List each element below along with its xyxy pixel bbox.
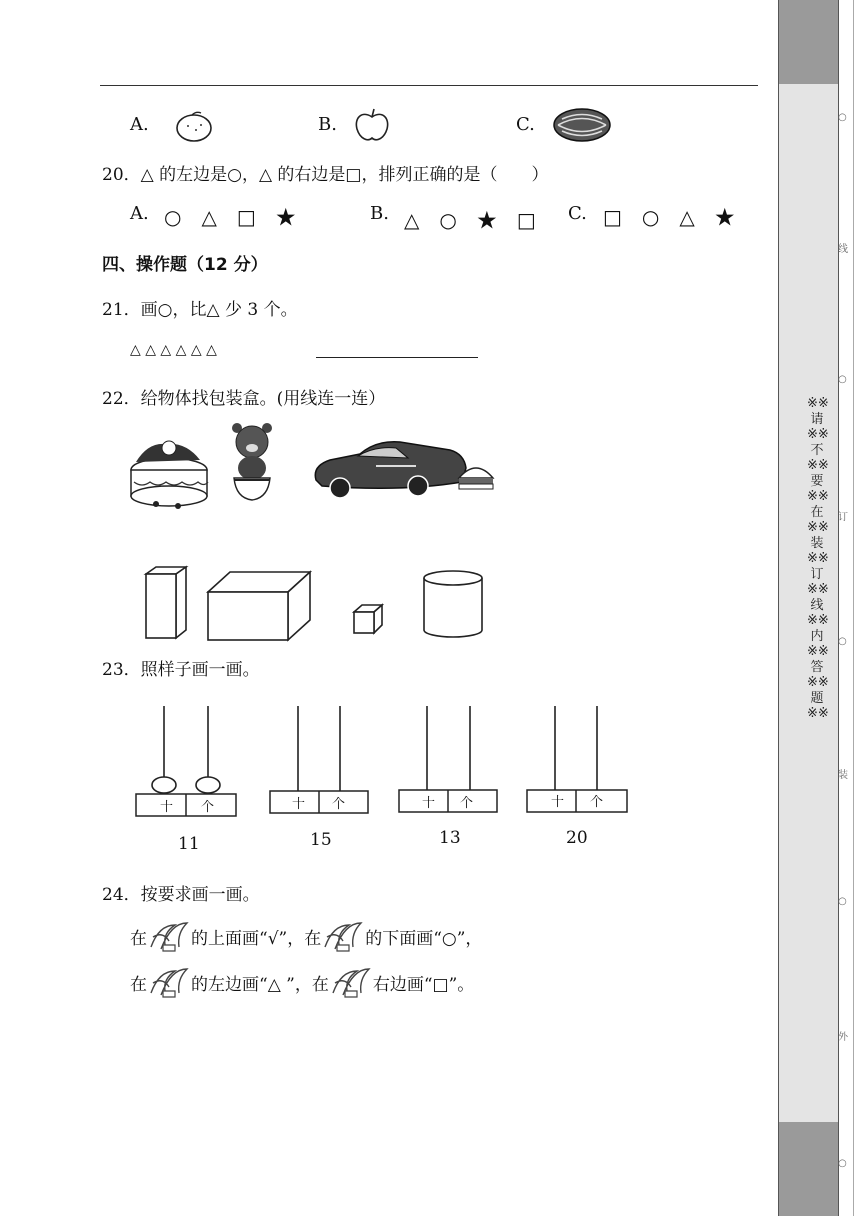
abacus-1-ten-label: 十 bbox=[160, 800, 174, 815]
strip-bottom-block bbox=[779, 1122, 838, 1216]
orange-image bbox=[174, 108, 214, 144]
small-cube bbox=[354, 605, 382, 633]
q22-question: 22．给物体找包装盒。(用线连一连） bbox=[102, 389, 386, 409]
abacus-4[interactable] bbox=[525, 704, 631, 818]
q20-option-a-symbols: ○ △ □ ★ bbox=[164, 205, 296, 229]
q20-option-c-symbols: □ ○ △ ★ bbox=[603, 205, 735, 229]
q21-question: 21．画○，比△ 少 3 个。 bbox=[102, 300, 298, 320]
bear-toy-image bbox=[232, 423, 272, 500]
edge-mark-3: ○ bbox=[838, 374, 847, 385]
q19-option-b-label: B. bbox=[318, 114, 337, 135]
q20-question: 20．△ 的左边是○，△ 的右边是□，排列正确的是（ ） bbox=[102, 165, 549, 185]
abacus-3-ten-label: 十 bbox=[422, 796, 436, 811]
q24-line2-part-b: 的左边画“△ ”，在 bbox=[191, 974, 329, 995]
q20-option-b-label: B. bbox=[370, 203, 389, 224]
grass-icon bbox=[329, 965, 373, 999]
abacus-2[interactable] bbox=[268, 704, 372, 818]
abacus-4-one-label: 个 bbox=[590, 795, 604, 810]
q24-question: 24．按要求画一画。 bbox=[102, 885, 260, 905]
toy-car-image bbox=[315, 442, 466, 498]
cylinder-box bbox=[424, 571, 482, 637]
binding-warning-text: ※※请※※不※※要※※在※※装※※订※※线※※内※※答※※题※※ bbox=[807, 396, 829, 721]
q24-line2-part-c: 右边画“□”。 bbox=[372, 974, 475, 995]
top-rule bbox=[100, 85, 758, 86]
abacus-3-one-label: 个 bbox=[460, 796, 474, 811]
q20-option-b-symbols: △ ○ ★ □ bbox=[404, 208, 536, 232]
wide-box bbox=[208, 572, 310, 640]
q23-question: 23．照样子画一画。 bbox=[102, 660, 260, 680]
tens-bead bbox=[152, 777, 176, 793]
cake-image bbox=[131, 441, 208, 509]
abacus-2-one-label: 个 bbox=[332, 797, 346, 812]
q22-objects bbox=[126, 418, 506, 518]
watermelon-image bbox=[552, 106, 614, 144]
q19-option-c-label: C. bbox=[516, 114, 535, 135]
q24-line1-part-a: 在 bbox=[130, 928, 147, 949]
abacus-2-ten-label: 十 bbox=[292, 797, 306, 812]
edge-mark-9: ○ bbox=[838, 1158, 847, 1169]
q19-option-a-label: A. bbox=[130, 114, 149, 135]
apple-image bbox=[352, 106, 392, 144]
strip-top-block bbox=[779, 0, 838, 84]
q24-line2-part-a: 在 bbox=[130, 974, 147, 995]
grass-icon bbox=[147, 919, 191, 953]
grass-icon bbox=[147, 965, 191, 999]
abacus-4-ten-label: 十 bbox=[551, 795, 565, 810]
edge-mark-4: 订 bbox=[838, 512, 848, 523]
ones-bead bbox=[196, 777, 220, 793]
abacus-sample bbox=[134, 704, 242, 820]
edge-mark-6: 装 bbox=[838, 770, 848, 781]
q21-answer-blank[interactable] bbox=[316, 357, 478, 358]
abacus-1-number: 11 bbox=[178, 834, 200, 854]
abacus-4-number: 20 bbox=[566, 828, 588, 848]
q21-triangles: △ △ △ △ △ △ bbox=[130, 342, 217, 358]
edge-mark-8: 外 bbox=[838, 1032, 848, 1043]
abacus-3[interactable] bbox=[397, 704, 501, 818]
tall-box bbox=[146, 567, 186, 638]
abacus-1-one-label: 个 bbox=[201, 800, 215, 815]
q24-line-2 bbox=[130, 964, 474, 1000]
edge-mark-5: ○ bbox=[838, 636, 847, 647]
edge-mark-7: ○ bbox=[838, 896, 847, 907]
edge-mark-1: ○ bbox=[838, 112, 847, 123]
edge-rule bbox=[853, 0, 854, 1216]
q22-boxes bbox=[138, 562, 498, 644]
grass-icon bbox=[321, 919, 365, 953]
q24-line1-part-c: 的下面画“○”， bbox=[365, 928, 483, 949]
q24-line-1 bbox=[130, 918, 482, 954]
abacus-3-number: 13 bbox=[439, 828, 461, 848]
q20-option-c-label: C. bbox=[568, 203, 587, 224]
q20-option-a-label: A. bbox=[130, 203, 149, 224]
q24-line1-part-b: 的上面画“√”，在 bbox=[191, 928, 322, 949]
section4-title: 四、操作题（12 分） bbox=[102, 255, 268, 275]
abacus-2-number: 15 bbox=[310, 830, 332, 850]
edge-mark-2: 线 bbox=[838, 244, 848, 255]
